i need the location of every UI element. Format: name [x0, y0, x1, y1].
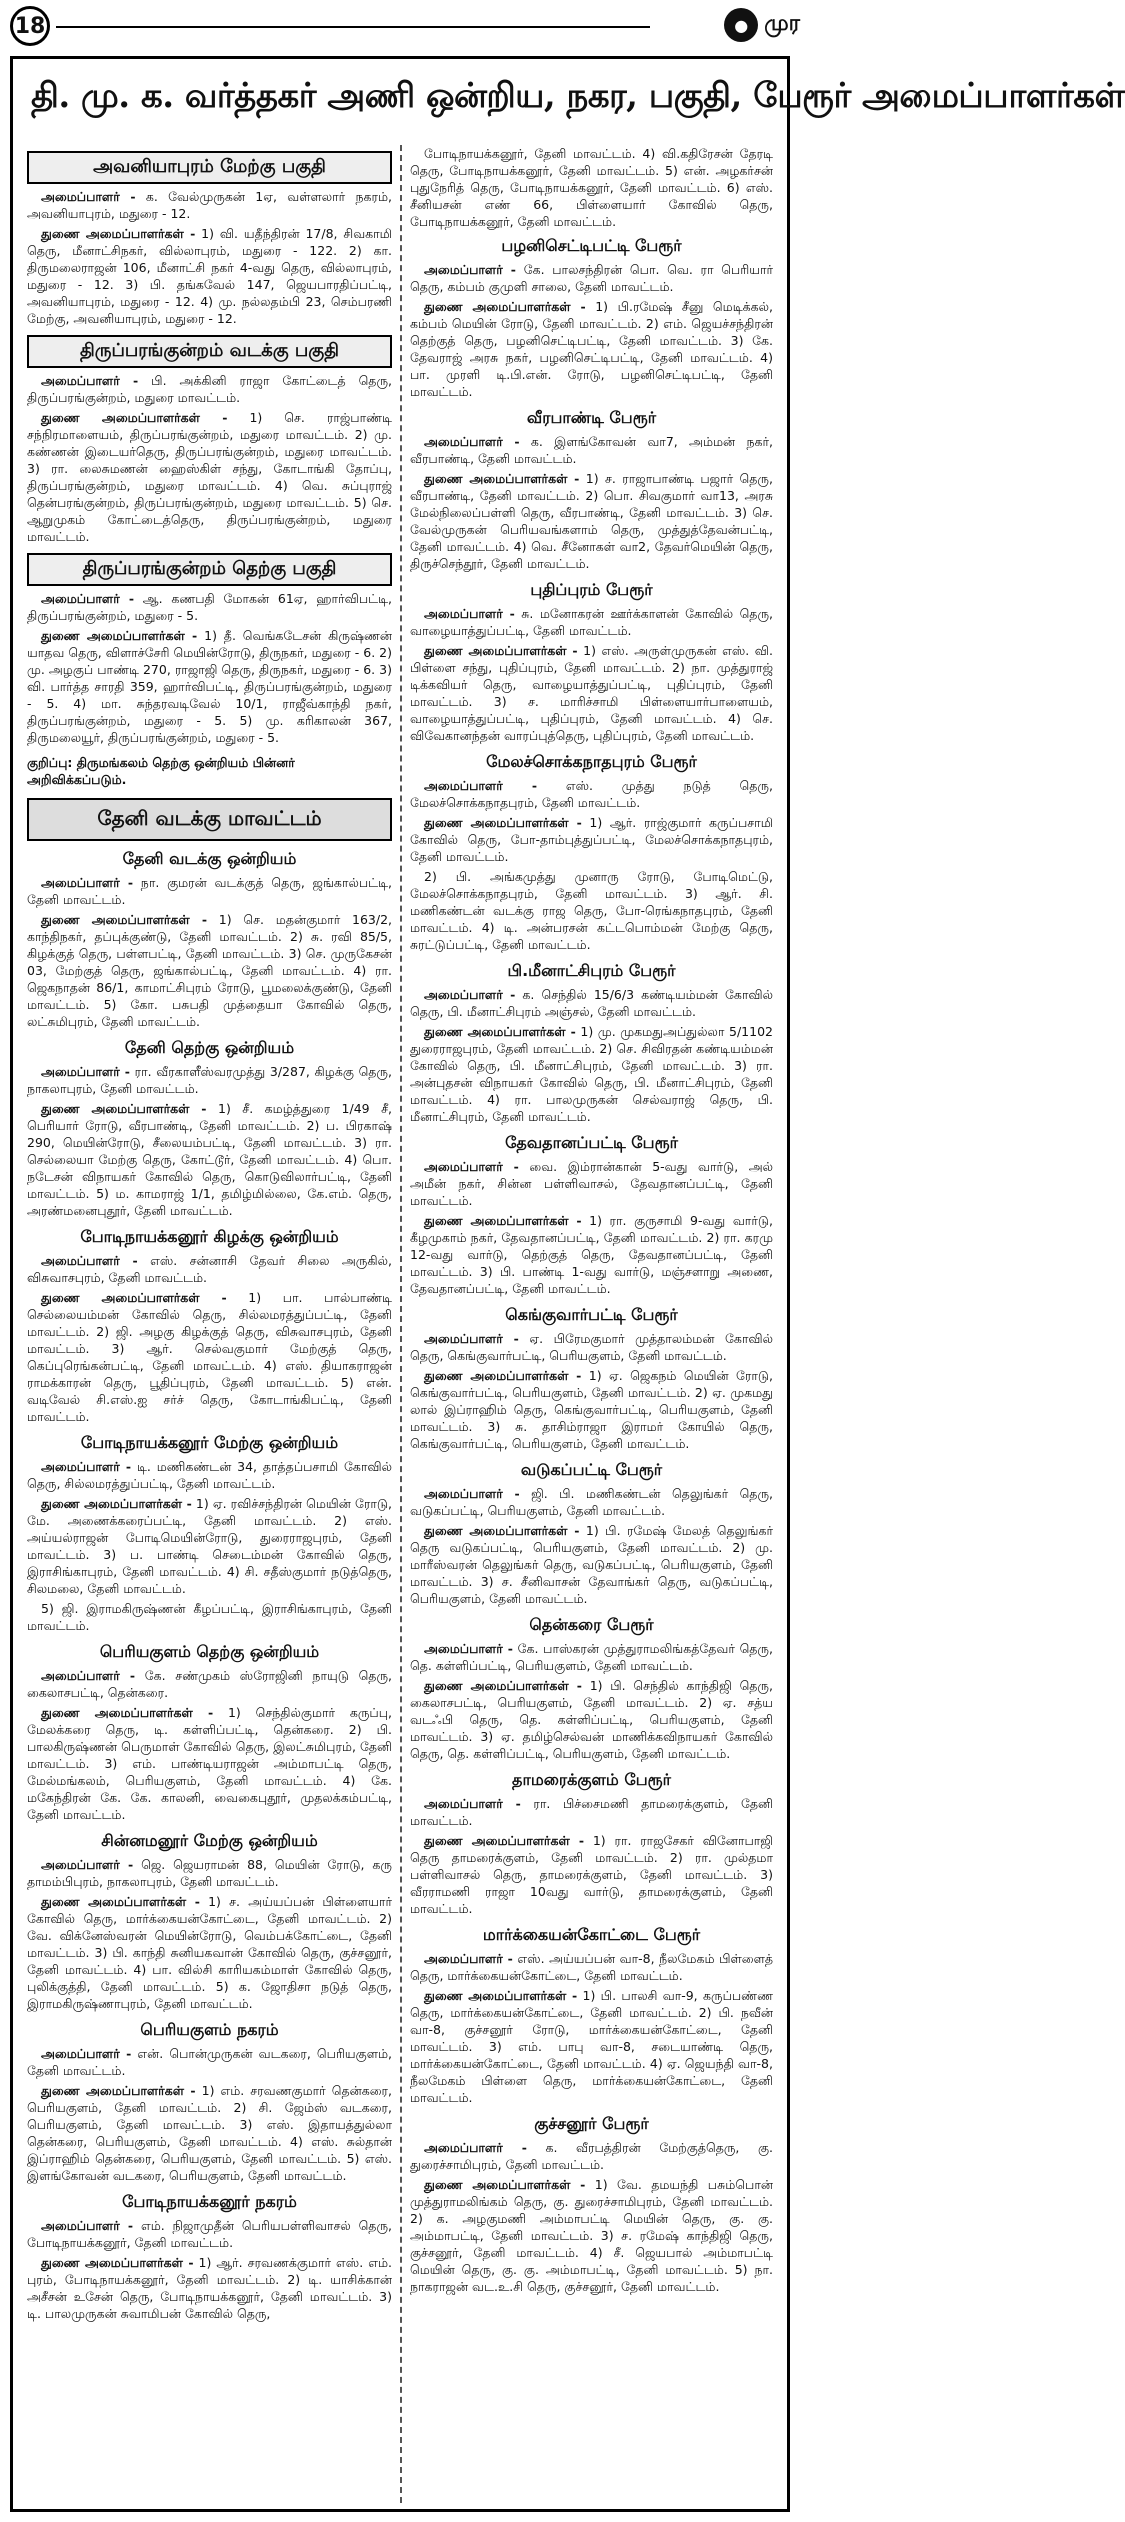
entry-label: துணை அமைப்பாளர்கள் - — [41, 912, 208, 927]
entry-text: 5) ஜி. இராமகிருஷ்ணன் கீழப்பட்டி, இராசிங்காபுரம், தேனி மாவட்டம். — [27, 1601, 392, 1633]
entry — [27, 225, 392, 327]
entry — [410, 2176, 773, 2295]
section — [27, 1642, 392, 1823]
entry-text: எம். நிஜாமுதீன் பெரியபள்ளிவாசல் தெரு, போடிநாயக்கனூர், தேனி மாவட்டம். — [27, 2218, 393, 2250]
section-title: போடிநாயக்கனூர் மேற்கு ஒன்றியம் — [80, 1433, 339, 1452]
entry-label: துணை அமைப்பாளர்கள் - — [41, 2083, 196, 2098]
section — [410, 236, 773, 400]
entry — [27, 1893, 392, 2012]
section — [410, 408, 773, 572]
section — [27, 1831, 392, 2012]
article-columns — [19, 145, 781, 2503]
entry — [410, 1023, 773, 1125]
entry — [410, 642, 773, 744]
entry — [410, 777, 773, 811]
entry-label: அமைப்பாளர் - — [424, 2140, 527, 2155]
entry-text: 1) சீ. கமழ்த்துரை 1/49 சீ, பெரியார் ரோடு, வீரபாண்டி, தேனி மாவட்டம். 2) ப. பிரகாஷ் 290, மெயின்ரோடு, சீலையம்பட்டி, தேனி மாவட்டம். 3) ரா. செல்லையா மேற்கு தெரு, கோட்டூர், தேனி மாவட்டம். 4) பொ. நடேசன் விநாயகர் கோவில் தெரு, கொடுவிலார்பட்டி, தேனி மாவட்டம். 5) ம. காமராஜ் 1/1, தமிழ்மில்லை, கே.எம். தெரு, அரண்மனைபுதூர், தேனி மாவட்டம். — [27, 1101, 393, 1218]
section-title: மேலச்சொக்கநாதபுரம் பேரூர் — [486, 752, 697, 771]
district-heading: தேனி வடக்கு மாவட்டம் — [27, 798, 392, 841]
entry-text: ஏ. பிரேமகுமார் முத்தாலம்மன் கோவில் தெரு, கெங்குவார்பட்டி, பெரியகுளம், தேனி மாவட்டம். — [410, 1331, 773, 1363]
entry-label: அமைப்பாளர் - — [41, 591, 135, 606]
entry — [27, 1667, 392, 1701]
entry — [410, 1832, 773, 1917]
section-title: தேவதானப்பட்டி பேரூர் — [505, 1133, 678, 1152]
entry-label: அமைப்பாளர் - — [424, 987, 516, 1002]
entry-label: துணை அமைப்பாளர்கள் - — [41, 2255, 194, 2270]
section — [27, 2020, 392, 2184]
left-column — [19, 145, 400, 2503]
entry-label: துணை அமைப்பாளர்கள் - — [424, 1988, 578, 2003]
entry-text: ஆ. கணபதி மோகன் 61ஏ, ஹார்விபட்டி, திருப்பரங்குன்றம், மதுரை - 5. — [27, 591, 392, 623]
entry — [27, 1063, 392, 1097]
entry — [27, 409, 392, 545]
section-title: திருப்பரங்குன்றம் தெற்கு பகுதி — [27, 553, 392, 586]
entry-text: வை. இம்ரான்கான் 5-வது வார்டு, அல் அமீன் நகர், சின்ன பள்ளிவாசல், தேவதானப்பட்டி, தேனி மாவட்டம். — [410, 1159, 774, 1208]
section-title: தாமரைக்குளம் பேரூர் — [512, 1770, 671, 1789]
section — [410, 752, 773, 953]
entry-label: துணை அமைப்பாளர்கள் - — [424, 1678, 582, 1693]
entry-label: அமைப்பாளர் - — [41, 1668, 136, 1683]
entry-text: 1) பி.ரமேஷ் சீனு மெடிக்கல், கம்பம் மெயின் ரோடு, தேனி மாவட்டம். 2) எம். ஜெயச்சந்திரன் தெற்குத் தெரு, பழனிசெட்டிபட்டி, தேனி மாவட்டம். 3) கே. தேவராஜ் அரசு நகர், பழனிசெட்டிபட்டி, தேனி மாவட்டம். 4) பா. முரளி டி.பி.என். ரோடு, பழனிசெட்டிபட்டி, தேனி மாவட்டம். — [410, 299, 773, 399]
section-title: கெங்குவார்பட்டி பேரூர் — [505, 1305, 678, 1324]
section-title: பெரியகுளம் தெற்கு ஒன்றியம் — [99, 1642, 320, 1661]
entry-text: எஸ். அய்யப்பன் வா-8, நீலமேகம் பிள்ளைத் தெரு, மார்க்கையன்கோட்டை, தேனி மாவட்டம். — [410, 1951, 774, 1983]
entry-label: துணை அமைப்பாளர்கள் - — [424, 1368, 582, 1383]
entry — [27, 590, 392, 624]
entry — [410, 1212, 773, 1297]
entry — [27, 372, 392, 406]
entry — [27, 1495, 392, 1597]
entry-label: அமைப்பாளர் - — [41, 1459, 132, 1474]
headline: தி. மு. க. வர்த்தகர் அணி ஒன்றிய, நகர, பகுதி, பேரூர் அமைப்பாளர்கள் — [31, 76, 1125, 116]
entry-label: அமைப்பாளர் - — [41, 2046, 132, 2061]
section-title: வீரபாண்டி பேரூர் — [526, 408, 657, 427]
entry-text: 2) பி. அங்கமுத்து முனாரு ரோடு, போடிமெட்டு, மேலச்சொக்கநாதபுரம், தேனி மாவட்டம். 3) ஆர். சி. மணிகண்டன் வடக்கு ராஜ தெரு, போ-ரெங்கநாதபுரம், தேனி மாவட்டம். 4) டி. அன்பரசன் கட்டபொம்மன் மேற்கு தெரு, சுரட்டுப்பட்டி, தேனி மாவட்டம். — [410, 869, 773, 952]
section — [410, 1305, 773, 1452]
entry — [27, 188, 392, 222]
entry-label: அமைப்பாளர் - — [424, 1641, 513, 1656]
entry-label: துணை அமைப்பாளர்கள் - — [424, 299, 586, 314]
section-title: தேனி வடக்கு ஒன்றியம் — [122, 849, 297, 868]
section-title: திருப்பரங்குன்றம் வடக்கு பகுதி — [27, 335, 392, 368]
entry-label: துணை அமைப்பாளர்கள் - — [41, 1894, 200, 1909]
entry-label: அமைப்பாளர் - — [424, 778, 538, 793]
section — [27, 1433, 392, 1634]
entry-text: 1) ஏ. ரவிச்சந்திரன் மெயின் ரோடு, மே. அணைக்கரைப்பட்டி, தேனி மாவட்டம். 2) எஸ். அய்யல்ராஜன் போடிமெயின்ரோடு, துரைராஜபுரம், தேனி மாவட்டம். 3) ப. பாண்டி செடைம்மன் கோவில் தெரு, இராசிங்காபுரம், தேனி மாவட்டம். 4) சி. சதீஸ்குமார் நடுத்தெரு, சிலமலை, தேனி மாவட்டம். — [27, 1496, 392, 1596]
entry — [410, 1330, 773, 1364]
entry — [410, 1987, 773, 2106]
entry — [27, 1856, 392, 1890]
entry — [410, 2139, 773, 2173]
entry-text: ஜி. பி. மணிகண்டன் தெலுங்கர் தெரு, வடுகப்பட்டி, பெரியகுளம், தேனி மாவட்டம். — [410, 1486, 773, 1518]
entry — [410, 261, 773, 295]
entry-label: அமைப்பாளர் - — [41, 2218, 134, 2233]
section — [410, 1770, 773, 1917]
entry-text: 1) செந்தில்குமார் கருப்பு, மேலக்கரை தெரு, டி. கள்ளிப்பட்டி, தென்கரை. 2) பி. பாலகிருஷ்ணன் பெருமாள் கோவில் தெரு, இலட்சுமிபுரம், தேனி மாவட்டம். 3) எம். பாண்டியராஜன் அம்மாபட்டி தெரு, மேல்மங்கலம், பெரியகுளம், தேனி மாவட்டம். 4) கே. மகேந்திரன் கே. கே. காலனி, வைகைபுதூர், முதலக்கம்பட்டி, தேனி மாவட்டம். — [27, 1705, 392, 1822]
entry-text: 1) ஏ. ஜெகநம் மெயின் ரோடு, கெங்குவார்பட்டி, பெரியகுளம், தேனி மாவட்டம். 2) ஏ. முகமது லால் இப்ராஹிம் தெரு, கெங்குவார்பட்டி, பெரியகுளம், தேனி மாவட்டம். 3) சு. தாசிம்ராஜா இராமர் கோயில் தெரு, கெங்குவார்பட்டி, பெரியகுளம், தேனி மாவட்டம். — [410, 1368, 773, 1451]
section-title: போடிநாயக்கனூர் கிழக்கு ஒன்றியம் — [80, 1227, 339, 1246]
entry-text: க. இளங்கோவன் வா7, அம்மன் நகர், வீரபாண்டி, தேனி மாவட்டம். — [410, 434, 773, 466]
section-title: தேனி தெற்கு ஒன்றியம் — [124, 1038, 295, 1057]
footnote: குறிப்பு: திருமங்கலம் தெற்கு ஒன்றியம் பின்னர் அறிவிக்கப்படும். — [27, 755, 295, 787]
entry-text: 1) ஆர். ராஜ்குமார் கருப்பசாமி கோவில் தெரு, போ-தாம்புத்துப்பட்டி, மேலச்சொக்கநாதபுரம், தேனி மாவட்டம். — [410, 815, 773, 864]
entry — [410, 1640, 773, 1674]
entry-label: துணை அமைப்பாளர்கள் - — [424, 471, 580, 486]
entry-text: 1) எஸ். அருள்முருகன் எஸ். வி. பிள்ளை சந்து, புதிப்புரம், தேனி மாவட்டம். 2) நா. முத்துராஜ் டிக்கவியர் தெரு, வாழையாத்துப்பட்டி, புதிப்புரம், தேனி மாவட்டம். 3) ச. மாரிச்சாமி பிள்ளையார்பாளையம், வாழையாத்துப்பட்டி, புதிப்புரம், தேனி மாவட்டம். 4) செ. விவேகானந்தன் வாரப்புத்தெரு, புதிப்புரம், தேனி மாவட்டம். — [410, 643, 773, 743]
entry-text: 1) தீ. வெங்கடேசன் கிருஷ்ணன் யாதவ தெரு, விளாச்சேரி மெயின்ரோடு, திருநகர், மதுரை - 6. 2) மு. அழகுப் பாண்டி 270, ராஜாஜி தெரு, திருநகர், மதுரை - 6. 3) வி. பார்த்த சாரதி 359, ஹார்விபட்டி, திருப்பரங்குன்றம், மதுரை - 5. 4) மா. சுந்தரவடிவேல் 10/1, ராஜீவ்காந்தி நகர், திருப்பரங்குன்றம், மதுரை - 5. 5) மு. கரிகாலன் 367, திருமலையூர், திருப்பரங்குன்றம், மதுரை - 5. — [27, 628, 392, 745]
entry-text: 1) பி. பாலசி வா-9, கருப்பண்ண தெரு, மார்க்கையன்கோட்டை, தேனி மாவட்டம். 2) பி. நவீன் வா-8, குச்சனூர் ரோடு, மார்க்கையன்கோட்டை, தேனி மாவட்டம். 3) எம். பாபு வா-8, சடையாண்டி தெரு, மார்க்கையன்கோட்டை, தேனி மாவட்டம். 4) ஏ. ஜெயந்தி வா-8, நீலமேகம் பிள்ளை தெரு, மார்க்கையன்கோட்டை, தேனி மாவட்டம். — [410, 1988, 773, 2105]
entry-label: துணை அமைப்பாளர்கள் - — [424, 1024, 576, 1039]
entry-label: துணை அமைப்பாளர்கள் - — [41, 410, 228, 425]
entry-label: துணை அமைப்பாளர்கள் - — [424, 1523, 580, 1538]
entry — [410, 1795, 773, 1829]
entry — [410, 868, 773, 953]
section — [410, 1460, 773, 1607]
section-title: வடுகப்பட்டி பேரூர் — [520, 1460, 663, 1479]
entry-label: அமைப்பாளர் - — [424, 1486, 520, 1501]
entry-label: துணை அமைப்பாளர்கள் - — [41, 1705, 214, 1720]
entry — [410, 1158, 773, 1209]
entry — [27, 2217, 392, 2251]
entry-label: அமைப்பாளர் - — [424, 1331, 519, 1346]
section-title: சின்னமனூர் மேற்கு ஒன்றியம் — [101, 1831, 318, 1850]
entry — [410, 814, 773, 865]
page-number: 18 — [10, 6, 50, 46]
entry-text: 1) செ. மதன்குமார் 163/2, காந்திநகர், தப்புக்குண்டு, தேனி மாவட்டம். 2) சு. ரவி 85/5, கிழக்குத் தெரு, பள்ளபட்டி, தேனி மாவட்டம். 3) செ. முருகேசன் 03, மேற்குத் தெரு, ஜங்கால்பட்டி, தேனி மாவட்டம். 4) ரா. ஜெகநாதன் 86/1, காமாட்சிபுரம் ரோடு, பூமலைக்குண்டு, தேனி மாவட்டம். 5) கோ. பசுபதி முத்தையா கோவில் தெரு, லட்சுமிபுரம், தேனி மாவட்டம். — [27, 912, 393, 1029]
entry — [410, 605, 773, 639]
entry-text: 1) வி. யதீந்திரன் 17/8, சிவகாமி தெரு, மீனாட்சிநகர், வில்லாபுரம், மதுரை - 122. 2) கா. திருமலைராஜன் 106, மீனாட்சி நகர் 4-வது தெரு, வில்லாபுரம், மதுரை - 12. 3) பி. தங்கவேல் 147, ஜெயபாரதிப்பட்டி, அவனியாபுரம், மதுரை - 12. 4) மு. நல்லதம்பி 23, செம்பரணி மேற்கு, அவனியாபுரம், மதுரை - 12. — [27, 226, 392, 326]
entry-label: அமைப்பாளர் - — [424, 1796, 521, 1811]
entry — [27, 2082, 392, 2184]
entry-text: நா. குமரன் வடக்குத் தெரு, ஜங்கால்பட்டி, தேனி மாவட்டம். — [27, 875, 392, 907]
entry-label: அமைப்பாளர் - — [424, 1951, 513, 1966]
entry-text: 1) செ. ராஜ்பாண்டி சந்நிரமாளையம், திருப்பரங்குன்றம், மதுரை மாவட்டம். 2) மு. கண்ணன் இடையர்தெரு, திருப்பரங்குன்றம், மதுரை மாவட்டம். 3) ரா. லைசுமணன் ஹைஸ்கிள் சந்து, கோடாங்கி தோப்பு, திருப்பரங்குன்றம், மதுரை மாவட்டம். 4) வெ. சுப்புராஜ் தென்பரங்குன்றம், திருப்பரங்குன்றம், மதுரை மாவட்டம். 5) செ. ஆறுமுகம் கோட்டைத்தெரு, திருப்பரங்குன்றம், மதுரை மாவட்டம். — [27, 410, 392, 544]
entry — [27, 911, 392, 1030]
entry-text: 1) எம். சரவணகுமார் தென்கரை, பெரியகுளம், தேனி மாவட்டம். 2) சி. ஜேம்ஸ் வடகரை, பெரியகுளம், தேனி மாவட்டம். 3) எஸ். இதாயத்துல்லா தென்கரை, பெரியகுளம், தேனி மாவட்டம். 4) எஸ். சுல்தான் இப்ராஹிம் தென்கரை, பெரியகுளம், தேனி மாவட்டம். 5) எஸ். இளங்கோவன் வடகரை, பெரியகுளம், தேனி மாவட்டம். — [27, 2083, 392, 2183]
entry-label: துணை அமைப்பாளர்கள் - — [41, 1101, 207, 1116]
header-rule — [56, 26, 650, 28]
entry-label: துணை அமைப்பாளர்கள் - — [424, 815, 582, 830]
entry — [27, 1458, 392, 1492]
entry — [27, 627, 392, 746]
section-title: அவனியாபுரம் மேற்கு பகுதி — [27, 151, 392, 184]
entry-label: அமைப்பாளர் - — [424, 262, 516, 277]
section — [27, 553, 392, 746]
entry-label: அமைப்பாளர் - — [424, 434, 520, 449]
entry-label: துணை அமைப்பாளர்கள் - — [41, 226, 196, 241]
entry — [27, 1100, 392, 1219]
section-title: பழனிசெட்டிபட்டி பேரூர் — [501, 236, 682, 255]
entry-text: ரா. பிச்சைமணி தாமரைக்குளம், தேனி மாவட்டம். — [410, 1796, 773, 1828]
masthead-title: முர — [764, 11, 800, 36]
entry-label: அமைப்பாளர் - — [424, 1159, 519, 1174]
section-title: தென்கரை பேரூர் — [529, 1615, 654, 1634]
section — [27, 335, 392, 545]
entry — [410, 298, 773, 400]
entry — [27, 874, 392, 908]
entry — [27, 1252, 392, 1286]
section-title: மார்க்கையன்கோட்டை பேரூர் — [482, 1925, 701, 1944]
entry-label: அமைப்பாளர் - — [424, 606, 515, 621]
entry-label: துணை அமைப்பாளர்கள் - — [424, 1833, 585, 1848]
section — [27, 849, 392, 1030]
entry-label: அமைப்பாளர் - — [41, 373, 139, 388]
entry — [27, 1600, 392, 1634]
entry-text: 1) ச. ராஜாபாண்டி பஜார் தெரு, வீரபாண்டி, தேனி மாவட்டம். 2) பொ. சிவகுமார் வா13, அரசு மேல்நிலைப்பள்ளி தெரு, வீரபாண்டி, தேனி மாவட்டம். 3) செ. வேல்முருகன் பெரியவங்களாம் தெரு, முத்துத்தேவன்பட்டி, தேனி மாவட்டம். 4) வெ. சீனோகள் வா2, தேவர்மெயின் தெரு, திருச்செந்தூர், தேனி மாவட்டம். — [410, 471, 773, 571]
entry-text: க. வேல்முருகன் 1ஏ, வள்ளலார் நகரம், அவனியாபுரம், மதுரை - 12. — [27, 189, 392, 221]
entry — [27, 1704, 392, 1823]
entry — [27, 2045, 392, 2079]
entry-label: துணை அமைப்பாளர்கள் - — [41, 1290, 227, 1305]
section-title: பெரியகுளம் நகரம் — [140, 2020, 279, 2039]
entry-text: கே. சண்முகம் ஸ்ரோஜினி நாயுடு தெரு, கைலாசபட்டி, தென்கரை. — [27, 1668, 393, 1700]
entry-label: அமைப்பாளர் - — [41, 1064, 130, 1079]
continued-entry: போடிநாயக்கனூர், தேனி மாவட்டம். 4) வி.கதிரேசன் தேரடி தெரு, போடிநாயக்கனூர், தேனி மாவட்டம். 5) என். அழகர்சன் புதுநேரித் தெரு, போடிநாயக்கனூர், தேனி மாவட்டம். 6) எஸ். சீனியசன் எண் 66, பிள்ளையார் கோவில் தெரு, போடிநாயக்கனூர், தேனி மாவட்டம். — [410, 146, 773, 229]
entry-label: துணை அமைப்பாளர்கள் - — [424, 643, 578, 658]
entry — [410, 1677, 773, 1762]
entry-label: துணை அமைப்பாளர்கள் - — [424, 2177, 586, 2192]
section-title: பி.மீனாட்சிபுரம் பேரூர் — [507, 961, 676, 980]
entry-text: டி. மணிகண்டன் 34, தாத்தப்பசாமி கோவில் தெரு, சில்லமரத்துப்பட்டி, தேனி மாவட்டம். — [27, 1459, 393, 1491]
entry-text: க. வீரபத்திரன் மேற்குத்தெரு, கு. துரைச்சாமிபுரம், தேனி மாவட்டம். — [410, 2140, 773, 2172]
section — [27, 1038, 392, 1219]
entry-text: ரா. வீரகாளீஸ்வரமுத்து 3/287, கிழக்கு தெரு, நாகலாபுரம், தேனி மாவட்டம். — [27, 1064, 392, 1096]
masthead — [724, 8, 800, 42]
section — [410, 1133, 773, 1297]
entry — [410, 433, 773, 467]
entry-label: அமைப்பாளர் - — [41, 1253, 138, 1268]
section-title: குச்சனூர் பேரூர் — [534, 2114, 649, 2133]
page-header — [0, 0, 800, 52]
entry-text: கே. பாலசந்திரன் பொ. வெ. ரா பெரியார் தெரு, கம்பம் குமுளி சாலை, தேனி மாவட்டம். — [410, 262, 774, 294]
section — [410, 580, 773, 744]
entry-text: 1) பி. ரமேஷ் மேலத் தெலுங்கர் தெரு வடுகப்பட்டி, பெரியகுளம், தேனி மாவட்டம். 2) மு. மாரீஸ்வரன் தெலுங்கர் தெரு, வடுகப்பட்டி, பெரியகுளம், தேனி மாவட்டம். 3) ச. சீனிவாசன் தேவாங்கர் தெரு, வடுகப்பட்டி, பெரியகுளம், தேனி மாவட்டம். — [410, 1523, 773, 1606]
entry-text: பி. அக்கினி ராஜா கோட்டைத் தெரு, திருப்பரங்குன்றம், மதுரை மாவட்டம். — [27, 373, 393, 405]
right-column — [400, 145, 781, 2503]
entry — [410, 1522, 773, 1607]
entry — [410, 986, 773, 1020]
entry-text: 1) ரா. குருசாமி 9-வது வார்டு, கீழமுகாம் நகர், தேவதானப்பட்டி, தேனி மாவட்டம். 2) ரா. கரமு 12-வது வார்டு, தெற்குத் தெரு, தேவதானப்பட்டி, தேனி மாவட்டம். 3) பி. பாண்டி 1-வது வார்டு, மஞ்சளாறு அணை, தேவதானப்பட்டி, தேனி மாவட்டம். — [410, 1213, 773, 1296]
entry — [410, 1950, 773, 1984]
entry — [410, 1367, 773, 1452]
section — [410, 961, 773, 1125]
section — [410, 1615, 773, 1762]
entry — [410, 470, 773, 572]
entry-text: எஸ். சன்னாசி தேவர் சிலை அருகில், விசுவாசபுரம், தேனி மாவட்டம். — [27, 1253, 392, 1285]
entry-text: எஸ். முத்து நடுத் தெரு, மேலச்சொக்கநாதபுரம், தேனி மாவட்டம். — [410, 778, 773, 810]
article-box — [10, 56, 1125, 2512]
party-emblem-icon: ● — [724, 8, 758, 42]
entry-label: துணை அமைப்பாளர்கள் - — [41, 628, 198, 643]
entry-text: க. செந்தில் 15/6/3 கண்டியம்மன் கோவில் தெரு, பி. மீனாட்சிபுரம் அஞ்சல், தேனி மாவட்டம். — [410, 987, 773, 1019]
entry-label: அமைப்பாளர் - — [41, 1857, 134, 1872]
entry-text: 1) ரா. ராஜசேகர் வினோபாஜி தெரு தாமரைக்குளம், தேனி மாவட்டம். 2) ரா. முல்தமா பள்ளிவாசல் தெரு, தாமரைக்குளம், தேனி மாவட்டம். 3) வீரராமணி ராஜா 10வது வார்டு, தாமரைக்குளம், தேனி மாவட்டம். — [410, 1833, 773, 1916]
entry-label: அமைப்பாளர் - — [41, 189, 136, 204]
section — [27, 1227, 392, 1425]
entry — [410, 1485, 773, 1519]
entry-label: துணை அமைப்பாளர்கள் - — [41, 1496, 192, 1511]
entry-text: என். பொன்முருகன் வடகரை, பெரியகுளம், தேனி மாவட்டம். — [27, 2046, 392, 2078]
section-title: போடிநாயக்கனூர் நகரம் — [122, 2192, 297, 2211]
entry-text: 1) பா. பால்பாண்டி செல்லையம்மன் கோவில் தெரு, சில்லமரத்துப்பட்டி, தேனி மாவட்டம். 2) ஜி. அழகு கிழக்குத் தெரு, விசுவாசபுரம், தேனி மாவட்டம். 3) ஆர். செல்வகுமார் மேற்குத் தெரு, கெப்புரெங்கன்பட்டி, தேனி மாவட்டம். 4) எஸ். தியாகராஜன் ராமக்காரன் தெரு, பூதிப்புரம், தேனி மாவட்டம். 5) என். வடிவேல் சி.எஸ்.ஐ சர்ச் தெரு, கோடாங்கிபட்டி, தேனி மாவட்டம். — [27, 1290, 393, 1424]
entry-text: சு. மனோகரன் ஊர்க்காளன் கோவில் தெரு, வாழையாத்துப்பட்டி, தேனி மாவட்டம். — [410, 606, 773, 638]
section — [27, 151, 392, 327]
section — [410, 1925, 773, 2106]
entry-text: ஜெ. ஜெயராமன் 88, மெயின் ரோடு, கரு தாமம்பிபுரம், நாகலாபுரம், தேனி மாவட்டம். — [27, 1857, 393, 1889]
entry-text: கே. பாஸ்கரன் முத்துராமலிங்கத்தேவர் தெரு, தெ. கள்ளிப்பட்டி, பெரியகுளம், தேனி மாவட்டம். — [410, 1641, 773, 1673]
entry-text: 1) பி. செந்தில் காந்திஜி தெரு, கைலாசபட்டி, பெரியகுளம், தேனி மாவட்டம். 2) ஏ. சத்ய வடஃபி தெரு, தெ. கள்ளிப்பட்டி, பெரியகுளம், தேனி மாவட்டம். 3) ஏ. தமிழ்செல்வன் மாணிக்கவிநாயகர் கோவில் தெரு, தெ. கள்ளிப்பட்டி, பெரியகுளம், தேனி மாவட்டம். — [410, 1678, 773, 1761]
section — [27, 2192, 392, 2322]
section-title: புதிப்புரம் பேரூர் — [530, 580, 653, 599]
entry — [27, 1289, 392, 1425]
entry-label: அமைப்பாளர் - — [41, 875, 134, 890]
entry-label: துணை அமைப்பாளர்கள் - — [424, 1213, 582, 1228]
entry-text: 1) ச. அய்யப்பன் பிள்ளையார் கோவில் தெரு, மார்க்கையன்கோட்டை, தேனி மாவட்டம். 2) வே. விக்னேஸ்வரன் மெயின்ரோடு, வெம்பக்கோட்டை, தேனி மாவட்டம். 3) பி. காந்தி சுனியகவான் கோவில் தெரு, குச்சனூர், தேனி மாவட்டம். 4) பா. வில்சி காரியகம்மாள் கோவில் தெரு, புலிக்குத்தி, தேனி மாவட்டம். 5) க. ஜோதிசா நடுத் தெரு, இராமகிருஷ்ணாபுரம், தேனி மாவட்டம். — [27, 1894, 392, 2011]
section — [410, 2114, 773, 2295]
entry-text: 1) மு. முகமதுஅப்துல்லா 5/1102 துரைராஜபுரம், தேனி மாவட்டம். 2) செ. சிவிரதன் கண்டியம்மன் கோவில் தெரு, பி. மீனாட்சிபுரம், தேனி மாவட்டம். 3) ரா. அன்புதசன் விநாயகர் கோவில் தெரு, பி. மீனாட்சிபுரம், தேனி மாவட்டம். 4) ரா. பாலமுருகன் செல்வராஜ் தெரு, பி. மீனாட்சிபுரம், தேனி மாவட்டம். — [410, 1024, 773, 1124]
entry-text: 1) ஆர். சரவணக்குமார் எஸ். எம். புரம், போடிநாயக்கனூர், தேனி மாவட்டம். 2) டி. யாசிக்கான் அசீசன் உசேன் தெரு, போடிநாயக்கனூர், தேனி மாவட்டம். 3) டி. பாலமுருகன் சுவாமிபன் கோவில் தெரு, — [27, 2255, 392, 2321]
entry-text: 1) வே. தமயந்தி பசும்பொன் முத்துராமலிங்கம் தெரு, கு. துரைச்சாமிபுரம், தேனி மாவட்டம். 2) க. அழகுமணி அம்மாபட்டி மெயின் தெரு, கு. கு. அம்மாபட்டி, தேனி மாவட்டம். 3) ச. ரமேஷ் காந்திஜி தெரு, குச்சனூர், தேனி மாவட்டம். 4) சீ. ஜெயபால் அம்மாபட்டி மெயின் தெரு, கு. கு. அம்மாபட்டி, தேனி மாவட்டம். 5) நா. நாகராஜன் வட.உ.சி தெரு, குச்சனூர், தேனி மாவட்டம். — [410, 2177, 773, 2294]
entry — [27, 2254, 392, 2322]
